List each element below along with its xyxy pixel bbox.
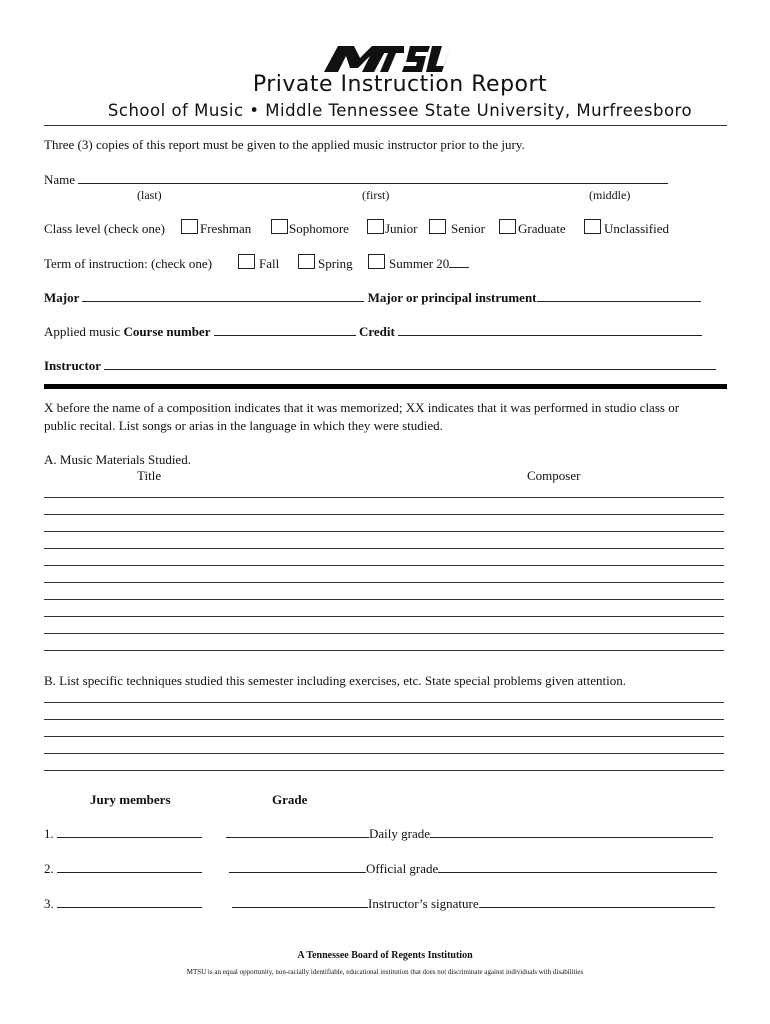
logo-text: MTSU <box>314 44 317 45</box>
jury-row-3 <box>44 896 202 912</box>
jury-member-field[interactable] <box>57 861 202 873</box>
instructor-signature-field[interactable] <box>479 896 715 908</box>
term-summer-row <box>389 256 469 272</box>
col-composer: Composer <box>527 468 581 483</box>
instrument-field[interactable] <box>537 290 701 302</box>
materials-line[interactable] <box>44 616 724 617</box>
materials-line[interactable] <box>44 650 724 651</box>
major-field[interactable] <box>82 290 364 302</box>
note-line-1: X before the name of a composition indicates that it was memorized; XX indicates that it was performed in studio class or <box>44 400 680 415</box>
intro-text: Three (3) copies of this report must be given to the applied music instructor prior to the jury. <box>44 137 525 152</box>
daily-grade-label: Daily grade <box>369 826 431 841</box>
course-field[interactable] <box>214 324 356 336</box>
instrument-label: Major or principal instrument <box>367 290 537 305</box>
jury-grade-row-2 <box>229 861 717 877</box>
option-freshman: Freshman <box>200 221 252 236</box>
jury-grade-field[interactable] <box>232 896 368 908</box>
option-senior: Senior <box>451 221 485 236</box>
footer-institution: A Tennessee Board of Regents Institution <box>297 950 473 961</box>
option-graduate: Graduate <box>518 221 566 236</box>
name-row <box>44 172 668 188</box>
checkbox-junior[interactable] <box>367 219 384 234</box>
materials-line[interactable] <box>44 548 724 549</box>
major-row <box>44 290 701 306</box>
checkbox-freshman[interactable] <box>181 219 198 234</box>
techniques-line[interactable] <box>44 753 724 754</box>
materials-line[interactable] <box>44 531 724 532</box>
instructor-field[interactable] <box>104 358 716 370</box>
option-sophomore: Sophomore <box>289 221 349 236</box>
credit-field[interactable] <box>398 324 702 336</box>
jury-num: 3. <box>44 896 54 911</box>
name-sub-first: (first) <box>362 188 390 202</box>
footer-disclaimer: MTSU is an equal opportunity, non-racially identifiable, educational institution that does not discriminate against individuals with disabilities <box>186 968 584 976</box>
instructor-label: Instructor <box>44 358 101 373</box>
jury-row-2 <box>44 861 202 877</box>
class-level-label: Class level (check one) <box>44 221 165 236</box>
techniques-line[interactable] <box>44 736 724 737</box>
name-sub-middle: (middle) <box>589 188 631 202</box>
techniques-line[interactable] <box>44 719 724 720</box>
header-divider <box>44 125 727 126</box>
jury-grade-field[interactable] <box>226 826 369 838</box>
grade-label: Grade <box>272 792 308 807</box>
daily-grade-field[interactable] <box>430 826 713 838</box>
jury-row-1 <box>44 826 202 842</box>
note-line-2: public recital. List songs or arias in the language in which they were studied. <box>44 418 443 433</box>
checkbox-unclassified[interactable] <box>584 219 601 234</box>
instructor-row <box>44 358 716 374</box>
checkbox-summer[interactable] <box>368 254 385 269</box>
section-divider <box>44 384 727 389</box>
official-grade-field[interactable] <box>438 861 717 873</box>
name-sub-last: (last) <box>137 188 162 202</box>
option-unclassified: Unclassified <box>604 221 669 236</box>
materials-line[interactable] <box>44 497 724 498</box>
term-spring: Spring <box>318 256 353 271</box>
jury-grade-field[interactable] <box>229 861 366 873</box>
page-subtitle: School of Music • Middle Tennessee State University, Murfreesboro <box>107 101 693 120</box>
col-title: Title <box>137 468 162 483</box>
techniques-line[interactable] <box>44 770 724 771</box>
materials-line[interactable] <box>44 599 724 600</box>
page-title: Private Instruction Report <box>252 72 548 97</box>
jury-member-field[interactable] <box>57 826 202 838</box>
name-label: Name <box>44 172 76 187</box>
materials-line[interactable] <box>44 633 724 634</box>
materials-line[interactable] <box>44 582 724 583</box>
applied-row <box>44 324 702 340</box>
checkbox-fall[interactable] <box>238 254 255 269</box>
materials-line[interactable] <box>44 514 724 515</box>
jury-members-label: Jury members <box>90 792 171 807</box>
materials-line[interactable] <box>44 565 724 566</box>
section-a-heading: A. Music Materials Studied. <box>44 452 191 467</box>
option-junior: Junior <box>385 221 418 236</box>
instructor-signature-label: Instructor’s signature <box>368 896 479 911</box>
mtsu-logo <box>314 44 450 74</box>
term-label: Term of instruction: (check one) <box>44 256 213 271</box>
section-b-heading: B. List specific techniques studied this semester including exercises, etc. State special problems given attention. <box>44 673 626 688</box>
applied-label: Applied music <box>44 324 121 339</box>
checkbox-sophomore[interactable] <box>271 219 288 234</box>
jury-grade-row-1 <box>226 826 713 842</box>
checkbox-senior[interactable] <box>429 219 446 234</box>
credit-label: Credit <box>358 324 395 339</box>
jury-num: 1. <box>44 826 54 841</box>
major-label: Major <box>44 290 80 305</box>
techniques-line[interactable] <box>44 702 724 703</box>
jury-member-field[interactable] <box>57 896 202 908</box>
jury-num: 2. <box>44 861 54 876</box>
summer-year-field[interactable] <box>449 256 469 268</box>
term-summer: Summer 20 <box>389 256 450 271</box>
checkbox-graduate[interactable] <box>499 219 516 234</box>
name-field[interactable] <box>78 172 668 184</box>
checkbox-spring[interactable] <box>298 254 315 269</box>
jury-grade-row-3 <box>232 896 715 912</box>
course-label: Course number <box>123 324 211 339</box>
term-fall: Fall <box>259 256 280 271</box>
official-grade-label: Official grade <box>366 861 439 876</box>
